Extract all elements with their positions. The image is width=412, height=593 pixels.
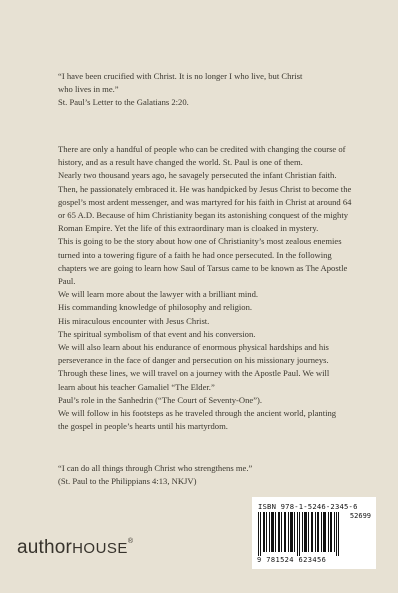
closing-quote-line: “I can do all things through Christ who strengthens me.” bbox=[58, 463, 253, 473]
blurb-line: This is going to be the story about how one of Christianity’s most zealous enemies bbox=[58, 236, 342, 247]
closing-quote-citation: (St. Paul to the Philippians 4:13, NKJV) bbox=[58, 476, 197, 487]
epigraph-line: “I have been crucified with Christ. It is no longer I who live, but Christ bbox=[58, 71, 303, 81]
blurb-line: perseverance in the face of danger and persecution on his missionary journeys. bbox=[58, 355, 329, 366]
blurb-line: The spiritual symbolism of that event and his conversion. bbox=[58, 328, 256, 339]
epigraph-line: who lives in me.” bbox=[58, 84, 119, 95]
publisher-logo bbox=[17, 537, 133, 559]
blurb-line: history, and as a result have changed the world. St. Paul is one of them. bbox=[58, 157, 303, 168]
blurb-line: Through these lines, we will travel on a journey with the Apostle Paul. We will bbox=[58, 368, 330, 379]
blurb-line: His miraculous encounter with Jesus Christ. bbox=[58, 315, 210, 326]
blurb-line: chapters we are going to learn how Saul of Tarsus came to be known as The Apostle bbox=[58, 262, 348, 273]
blurb-line: Paul’s role in the Sanhedrin (“The Court of Seventy-One”). bbox=[58, 394, 263, 405]
blurb-line: Roman Empire. Yet the life of this extraordinary man is cloaked in mystery. bbox=[58, 223, 319, 234]
registered-mark: ® bbox=[127, 538, 134, 545]
epigraph-citation: St. Paul’s Letter to the Galatians 2:20. bbox=[58, 97, 189, 108]
blurb-line: Then, he passionately embraced it. He was handpicked by Jesus Christ to become the bbox=[58, 183, 352, 194]
publisher-name-house: HOUSE bbox=[72, 540, 128, 557]
isbn-label: ISBN 978-1-5246-2345-6 bbox=[258, 502, 358, 511]
closing-quote bbox=[58, 462, 376, 488]
blurb-line: Paul. bbox=[58, 276, 76, 287]
blurb-line: Nearly two thousand years ago, he savagely persecuted the infant Christian faith. bbox=[58, 170, 337, 181]
blurb-line: His commanding knowledge of philosophy and religion. bbox=[58, 302, 253, 313]
epigraph-quote bbox=[58, 70, 376, 110]
blurb-line: We will follow in his footsteps as he traveled through the ancient world, planting bbox=[58, 408, 337, 419]
blurb-line: There are only a handful of people who can be credited with changing the course of bbox=[58, 144, 346, 154]
publisher-name-author: author bbox=[17, 537, 73, 558]
blurb-line: the gospel in people’s hearts until his martyrdom. bbox=[58, 421, 228, 432]
blurb-text bbox=[58, 143, 376, 433]
blurb-line: We will also learn about his endurance of enormous physical hardships and his bbox=[58, 342, 329, 353]
blurb-line: learn about his teacher Gamaliel “The Elder.” bbox=[58, 381, 215, 392]
price-code: 52699 bbox=[349, 512, 371, 520]
blurb-line: or 65 A.D. Because of him Christianity began its astonishing conquest of the mighty bbox=[58, 210, 349, 221]
blurb-line: gospel’s most ardent messenger, and was martyred for his faith in Christ at around 64 bbox=[58, 196, 352, 207]
barcode-bars-icon bbox=[258, 512, 342, 556]
blurb-line: turned into a towering figure of a faith he had once persecuted. In the following bbox=[58, 249, 332, 260]
barcode-digits: 9 781524 623456 bbox=[257, 556, 327, 564]
isbn-barcode bbox=[252, 497, 376, 569]
blurb-line: We will learn more about the lawyer with a brilliant mind. bbox=[58, 289, 259, 300]
